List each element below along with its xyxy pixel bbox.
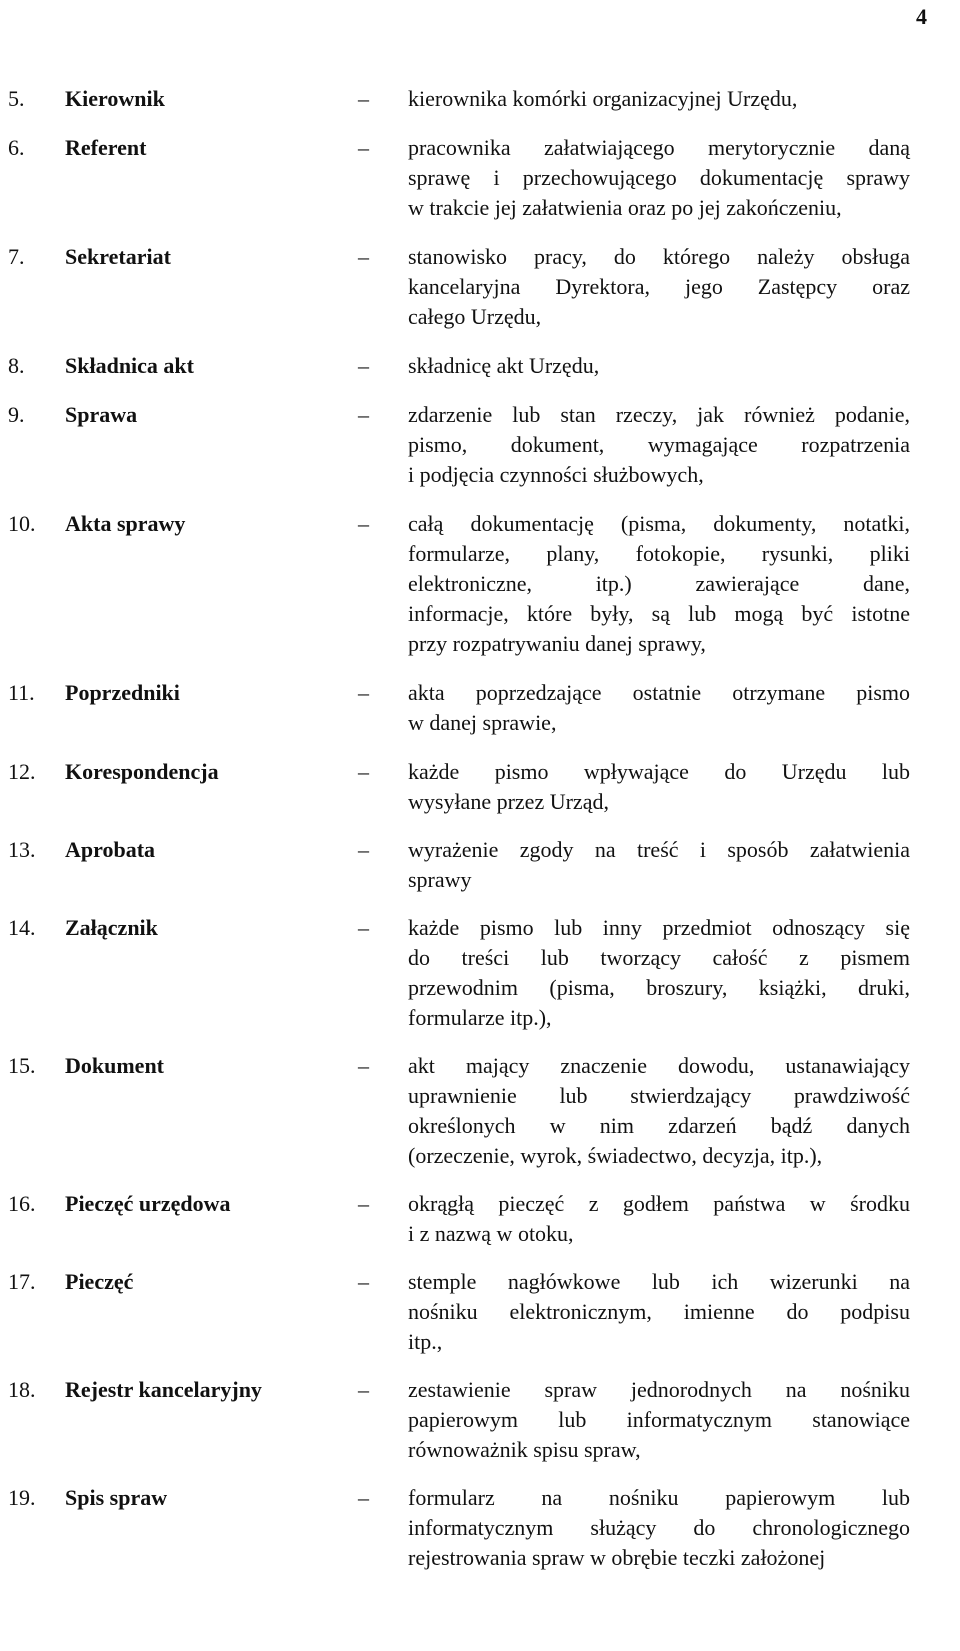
definition-number: 7. — [8, 244, 25, 269]
definition-description — [408, 757, 910, 817]
description-line: elektroniczne, itp.) zawierające dane, — [408, 571, 910, 596]
definition-description — [408, 1189, 910, 1249]
definition-description — [408, 1051, 910, 1171]
definition-item — [0, 509, 960, 659]
description-line: składnicę akt Urzędu, — [408, 353, 600, 378]
description-line: przewodnim (pisma, broszury, książki, druki, — [408, 975, 910, 1000]
description-line: kancelaryjna Dyrektora, jego Zastępcy oraz — [408, 274, 910, 299]
definition-number: 11. — [8, 680, 35, 705]
definition-number: 8. — [8, 353, 25, 378]
definition-term: Sprawa — [65, 402, 138, 427]
description-line: informatycznym służący do chronologicznego — [408, 1515, 910, 1540]
definition-term: Spis spraw — [65, 1485, 168, 1510]
definition-term: Pieczęć — [65, 1269, 134, 1294]
definition-description — [408, 1375, 910, 1465]
page-number: 4 — [916, 4, 927, 29]
definition-item — [0, 678, 960, 738]
definition-description — [408, 509, 910, 659]
definition-description — [408, 133, 910, 223]
description-line: formularz na nośniku papierowym lub — [408, 1485, 910, 1510]
description-line: uprawnienie lub stwierdzający prawdziwość — [408, 1083, 910, 1108]
definition-term: Załącznik — [65, 915, 158, 940]
definition-number: 9. — [8, 402, 25, 427]
description-line: wyrażenie zgody na treść i sposób załatwienia — [408, 837, 910, 862]
description-line: itp., — [408, 1329, 443, 1354]
definition-number: 18. — [8, 1377, 36, 1402]
description-line: akt mający znaczenie dowodu, ustanawiający — [408, 1053, 910, 1078]
definition-description — [408, 678, 910, 738]
definition-description — [408, 1483, 910, 1573]
description-line: pracownika załatwiającego merytorycznie daną — [408, 135, 910, 160]
definition-number: 10. — [8, 511, 36, 536]
definition-dash: – — [358, 1377, 369, 1402]
description-line: formularze, plany, fotokopie, rysunki, pliki — [408, 541, 910, 566]
definition-dash: – — [358, 837, 369, 862]
definition-item — [0, 84, 960, 114]
definition-item — [0, 1267, 960, 1357]
definition-dash: – — [358, 135, 369, 160]
description-line: równoważnik spisu spraw, — [408, 1437, 641, 1462]
definition-number: 19. — [8, 1485, 36, 1510]
description-line: i z nazwą w otoku, — [408, 1221, 574, 1246]
definition-item — [0, 351, 960, 381]
definition-item — [0, 242, 960, 332]
description-line: sprawy — [408, 867, 472, 892]
definition-dash: – — [358, 1191, 369, 1216]
description-line: w danej sprawie, — [408, 710, 557, 735]
definition-number: 12. — [8, 759, 36, 784]
definition-term: Poprzedniki — [65, 680, 180, 705]
definition-description — [408, 84, 910, 114]
definition-term: Sekretariat — [65, 244, 171, 269]
definition-dash: – — [358, 86, 369, 111]
description-line: i podjęcia czynności służbowych, — [408, 462, 704, 487]
definition-description — [408, 242, 910, 332]
description-line: stanowisko pracy, do którego należy obsługa — [408, 244, 910, 269]
definition-number: 16. — [8, 1191, 36, 1216]
definition-number: 13. — [8, 837, 36, 862]
definition-term: Referent — [65, 135, 147, 160]
definition-description — [408, 400, 910, 490]
description-line: określonych w nim zdarzeń bądź danych — [408, 1113, 910, 1138]
definition-dash: – — [358, 353, 369, 378]
description-line: każde pismo lub inny przedmiot odnoszący się — [408, 915, 910, 940]
definition-dash: – — [358, 1053, 369, 1078]
definition-description — [408, 913, 910, 1033]
description-line: zestawienie spraw jednorodnych na nośniku — [408, 1377, 910, 1402]
description-line: przy rozpatrywaniu danej sprawy, — [408, 631, 706, 656]
definition-item — [0, 913, 960, 1033]
definition-number: 15. — [8, 1053, 36, 1078]
definition-dash: – — [358, 511, 369, 536]
definition-item — [0, 1375, 960, 1465]
definition-number: 14. — [8, 915, 36, 940]
description-line: całą dokumentację (pisma, dokumenty, notatki, — [408, 511, 910, 536]
definition-term: Składnica akt — [65, 353, 194, 378]
definition-dash: – — [358, 244, 369, 269]
definition-item — [0, 757, 960, 817]
description-line: formularze itp.), — [408, 1005, 552, 1030]
definition-description — [408, 835, 910, 895]
description-line: rejestrowania spraw w obrębie teczki założonej — [408, 1545, 826, 1570]
definition-term: Aprobata — [65, 837, 156, 862]
description-line: papierowym lub informatycznym stanowiące — [408, 1407, 910, 1432]
description-line: pismo, dokument, wymagające rozpatrzenia — [408, 432, 910, 457]
definitions-list — [0, 84, 960, 1573]
definition-term: Kierownik — [65, 86, 165, 111]
description-line: kierownika komórki organizacyjnej Urzędu, — [408, 86, 798, 111]
definition-description — [408, 1267, 910, 1357]
definition-term: Rejestr kancelaryjny — [65, 1377, 262, 1402]
definition-number: 6. — [8, 135, 25, 160]
definition-dash: – — [358, 402, 369, 427]
definition-item — [0, 1051, 960, 1171]
definition-item — [0, 133, 960, 223]
description-line: zdarzenie lub stan rzeczy, jak również podanie, — [408, 402, 910, 427]
definition-item — [0, 1483, 960, 1573]
definition-dash: – — [358, 680, 369, 705]
description-line: każde pismo wpływające do Urzędu lub — [408, 759, 910, 784]
definition-item — [0, 400, 960, 490]
definition-item — [0, 835, 960, 895]
description-line: do treści lub tworzący całość z pismem — [408, 945, 910, 970]
description-line: (orzeczenie, wyrok, świadectwo, decyzja, itp.), — [408, 1143, 823, 1168]
definition-term: Akta sprawy — [65, 511, 186, 536]
description-line: całego Urzędu, — [408, 304, 542, 329]
definition-item — [0, 1189, 960, 1249]
definition-number: 17. — [8, 1269, 36, 1294]
description-line: informacje, które były, są lub mogą być istotne — [408, 601, 910, 626]
definition-dash: – — [358, 759, 369, 784]
definition-term: Korespondencja — [65, 759, 219, 784]
definition-dash: – — [358, 1269, 369, 1294]
description-line: okrągłą pieczęć z godłem państwa w środku — [408, 1191, 910, 1216]
definition-dash: – — [358, 1485, 369, 1510]
description-line: wysyłane przez Urząd, — [408, 789, 609, 814]
description-line: akta poprzedzające ostatnie otrzymane pismo — [408, 680, 910, 705]
definition-term: Dokument — [65, 1053, 165, 1078]
description-line: nośniku elektronicznym, imienne do podpisu — [408, 1299, 910, 1324]
definition-number: 5. — [8, 86, 25, 111]
definition-term: Pieczęć urzędowa — [65, 1191, 231, 1216]
definition-dash: – — [358, 915, 369, 940]
description-line: w trakcie jej załatwienia oraz po jej zakończeniu, — [408, 195, 842, 220]
description-line: sprawę i przechowującego dokumentację sprawy — [408, 165, 910, 190]
description-line: stemple nagłówkowe lub ich wizerunki na — [408, 1269, 910, 1294]
definition-description — [408, 351, 910, 381]
